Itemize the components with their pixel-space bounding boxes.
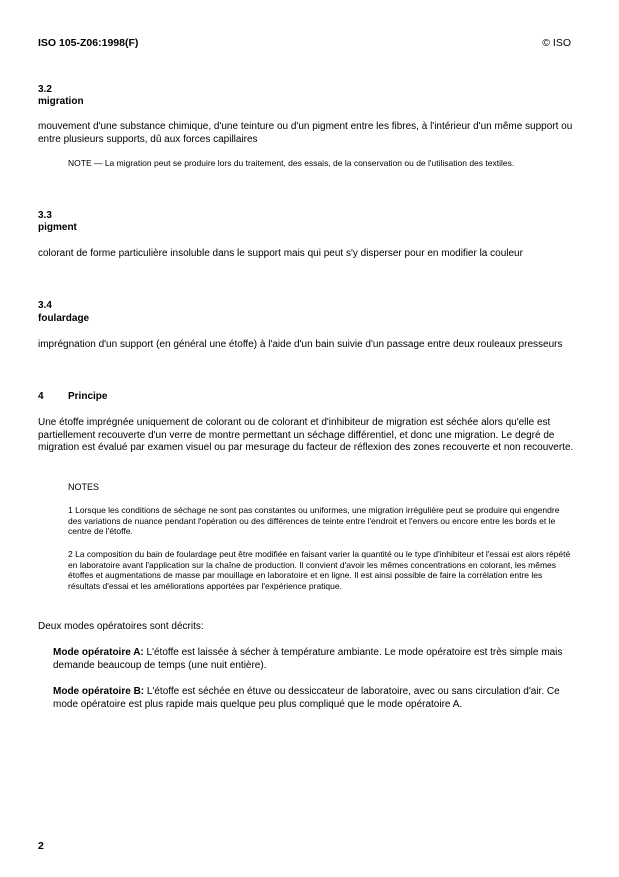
term-title: migration [38,96,84,107]
term-note: NOTE — La migration peut se produire lors du traitement, des essais, de la conservation ou de l'utilisation des textiles. [68,158,515,168]
document-id: ISO 105-Z06:1998(F) [38,37,139,49]
note-item: 1 Lorsque les conditions de séchage ne sont pas constantes ou uniformes, une migration irrégulière peut se produire qui engendre des variations de nuance pendant l'opération ou des différences de teinte entre l'endroit et l'envers ou encore entre les bords et le centre de l'étoffe. [68,505,560,536]
mode-a-text: L'étoffe est laissée à sécher à température ambiante. Le mode opératoire est très simple mais demande beaucoup de temps (une nuit entière). [53,647,563,671]
modes-intro: Deux modes opératoires sont décrits: [38,621,204,632]
principle-paragraph: Une étoffe imprégnée uniquement de colorant ou de colorant et d'inhibiteur de migration est séchée alors qu'elle est partiellement recouverte d'un verre de montre permettant un séchage différentiel, et donc une migration. Le degré de migration est évalué par examen visuel ou par mesurage du facteur de réflexion des zones recouverte et non recouverte. [38,417,574,453]
section-number: 4 [38,391,44,402]
mode-b [53,686,573,711]
term-number: 3.4 [38,300,52,311]
term-number: 3.3 [38,210,52,221]
mode-a-label: Mode opératoire A: [53,647,144,658]
copyright-mark: © ISO [542,37,571,49]
term-title: pigment [38,222,77,233]
term-definition: mouvement d'une substance chimique, d'une teinture ou d'un pigment entre les fibres, à l'intérieur d'un même support ou entre plusieurs supports, dû aux forces capillaires [38,121,573,145]
term-definition: colorant de forme particulière insoluble dans le support mais qui peut s'y disperser pour en modifier la couleur [38,248,523,259]
section-title: Principe [68,391,108,402]
notes-heading: NOTES [68,482,100,492]
mode-a [53,647,573,672]
term-title: foulardage [38,313,90,324]
term-number: 3.2 [38,84,52,95]
mode-b-text: L'étoffe est séchée en étuve ou dessiccateur de laboratoire, avec ou sans circulation d'air. Ce mode opératoire est plus rapide mais quelque peu plus compliqué que le mode opératoire A. [53,686,560,710]
mode-b-label: Mode opératoire B: [53,686,145,697]
term-definition: imprégnation d'un support (en général une étoffe) à l'aide d'un bain suivie d'un passage entre deux rouleaux presseurs [38,339,563,350]
page-number: 2 [38,840,44,852]
note-item: 2 La composition du bain de foulardage peut être modifiée en faisant varier la quantité ou le type d'inhibiteur et l'essai est alors répété en laboratoire avant l'application sur la chaîne de production. Il convient d'avoir les mêmes concentrations en colorant, les mêmes étoffes et augmentations de masse par mouillage en laboratoire et en ligne. Il est ainsi possible de faire la corrélation entre les résultats d'essai et les améliorations apportées par l'expérience pratique. [68,549,571,591]
